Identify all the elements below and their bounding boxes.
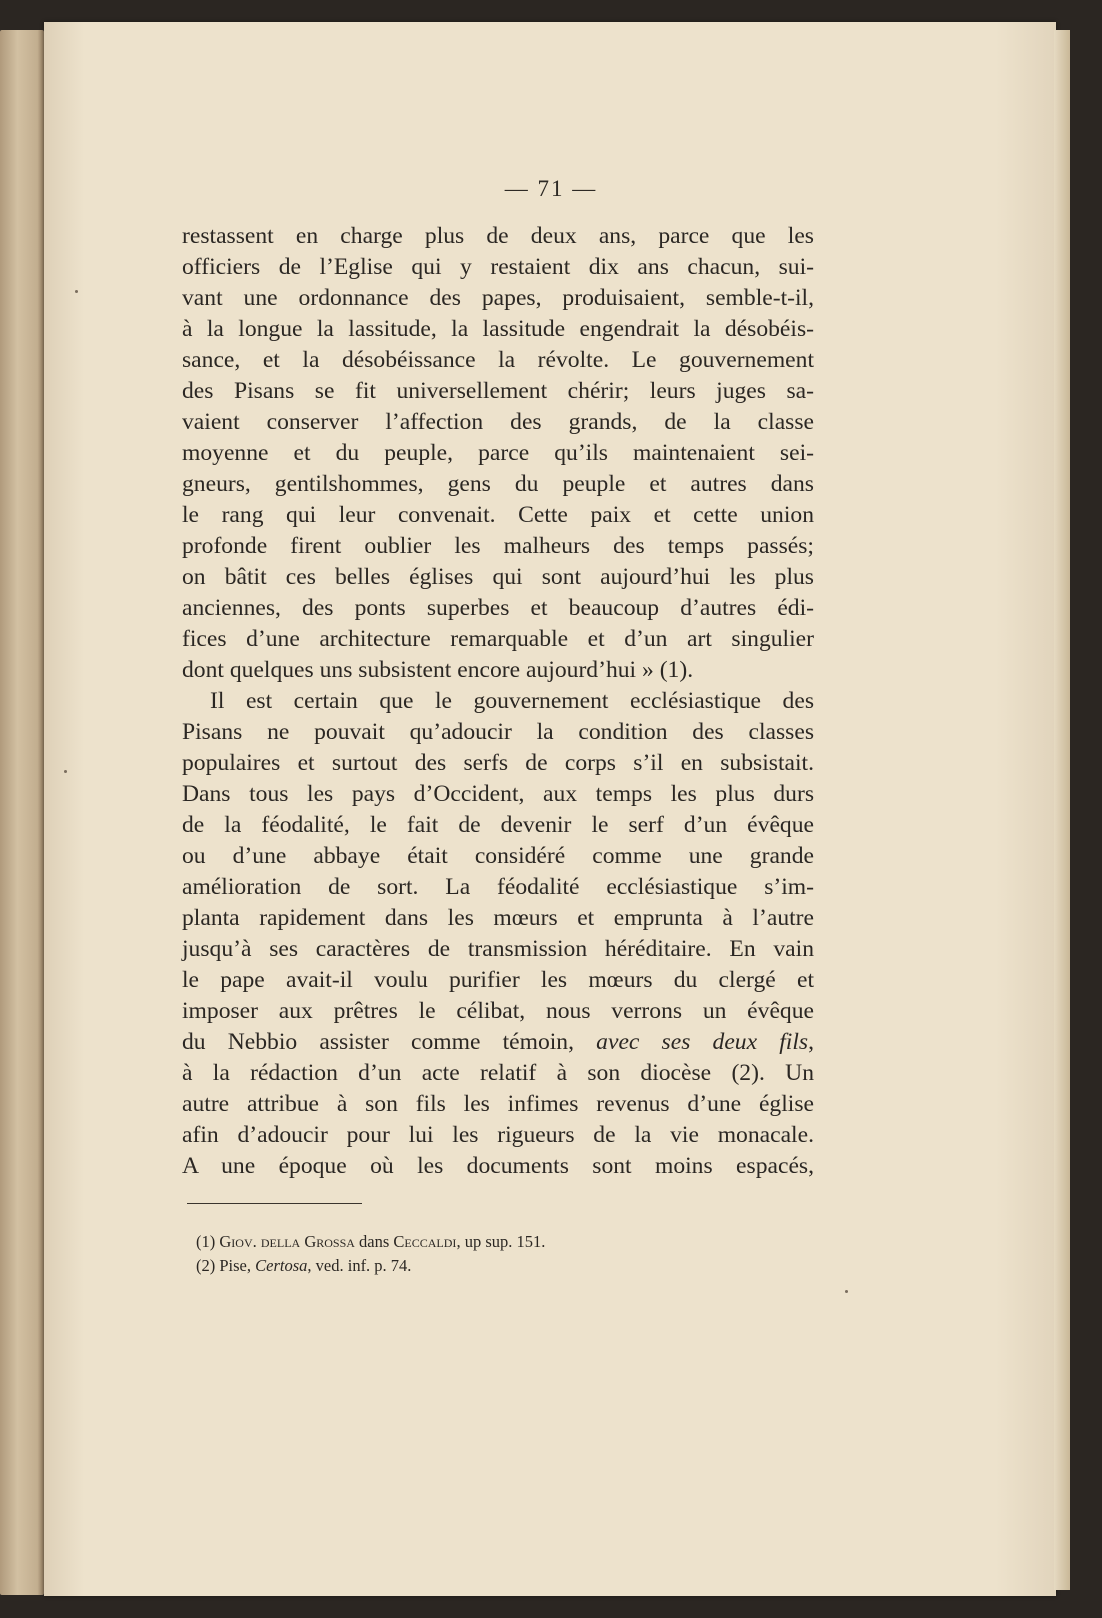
text-line: sance, et la désobéissance la révolte. Le gouvernement — [182, 347, 814, 373]
text-line: vaient conserver l’affection des grands, de la classe — [182, 409, 814, 435]
text-line: à la longue la lassitude, la lassitude engendrait la désobéis- — [182, 316, 814, 342]
text-line: populaires et surtout des serfs de corps s’il en subsistait. — [182, 750, 814, 776]
text-line: Il est certain que le gouvernement ecclésiastique des — [210, 688, 814, 714]
italic-phrase: avec ses deux fils — [596, 1029, 809, 1055]
text-line: dont quelques uns subsistent encore aujourd’hui » (1). — [182, 657, 694, 683]
body-text — [182, 221, 814, 1182]
text-line: Dans tous les pays d’Occident, aux temps les plus durs — [182, 781, 814, 807]
facing-page-edge — [0, 30, 44, 1595]
text-segment: , — [808, 1029, 814, 1055]
paper-speck — [75, 290, 78, 293]
text-line: vant une ordonnance des papes, produisaient, semble-t-il, — [182, 285, 814, 311]
text-line: le pape avait-il voulu purifier les mœurs du clergé et — [182, 967, 814, 993]
page-number: — 71 — — [504, 176, 598, 201]
paper-speck — [845, 1290, 848, 1293]
text-line: à la rédaction d’un acte relatif à son diocèse (2). Un — [182, 1060, 814, 1086]
text-line: anciennes, des ponts superbes et beaucoup d’autres édi- — [182, 595, 814, 621]
footnote-1 — [196, 1230, 545, 1254]
page-block-edge — [1054, 30, 1070, 1590]
footnote-2 — [196, 1254, 545, 1278]
text-line: fices d’une architecture remarquable et d’un art singulier — [182, 626, 814, 652]
footnote-text: dans — [359, 1232, 390, 1251]
text-line: imposer aux prêtres le célibat, nous verrons un évêque — [182, 998, 814, 1024]
footnote-text: , ved. inf. p. 74. — [307, 1256, 412, 1275]
text-segment: du Nebbio assister comme témoin, — [182, 1029, 575, 1055]
text-line: Pisans ne pouvait qu’adoucir la condition des classes — [182, 719, 814, 745]
text-line: amélioration de sort. La féodalité ecclésiastique s’im- — [182, 874, 814, 900]
text-line: des Pisans se fit universellement chérir; leurs juges sa- — [182, 378, 814, 404]
text-line: officiers de l’Eglise qui y restaient dix ans chacun, sui- — [182, 254, 814, 280]
text-line: jusqu’à ses caractères de transmission héréditaire. En vain — [182, 936, 814, 962]
text-line: A une époque où les documents sont moins espacés, — [182, 1153, 814, 1179]
footnote-text: , up sup. 151. — [456, 1232, 546, 1251]
text-line: on bâtit ces belles églises qui sont aujourd’hui les plus — [182, 564, 814, 590]
text-line: autre attribue à son fils les infimes revenus d’une église — [182, 1091, 814, 1117]
text-line: afin d’adoucir pour lui les rigueurs de la vie monacale. — [182, 1122, 814, 1148]
text-line: ou d’une abbaye était considéré comme une grande — [182, 843, 814, 869]
paper-speck — [64, 770, 67, 773]
footnotes — [196, 1230, 545, 1278]
text-line: moyenne et du peuple, parce qu’ils maintenaient sei- — [182, 440, 814, 466]
text-line: planta rapidement dans les mœurs et emprunta à l’autre — [182, 905, 814, 931]
text-line: de la féodalité, le fait de devenir le serf d’un évêque — [182, 812, 814, 838]
text-line — [182, 1027, 814, 1058]
footnote-author: Giov. della Grossa — [219, 1232, 355, 1251]
footnote-rule — [187, 1203, 362, 1204]
text-line: le rang qui leur convenait. Cette paix et cette union — [182, 502, 814, 528]
footnote-italic: Certosa — [255, 1256, 308, 1275]
text-line: restassent en charge plus de deux ans, parce que les — [182, 223, 814, 249]
text-line: profonde firent oublier les malheurs des temps passés; — [182, 533, 814, 559]
text-line: gneurs, gentilshommes, gens du peuple et autres dans — [182, 471, 814, 497]
footnote-marker: (2) — [196, 1256, 216, 1275]
footnote-marker: (1) — [196, 1232, 216, 1251]
footnote-source: Ceccaldi — [393, 1232, 457, 1251]
footnote-text: Pise, — [219, 1256, 252, 1275]
